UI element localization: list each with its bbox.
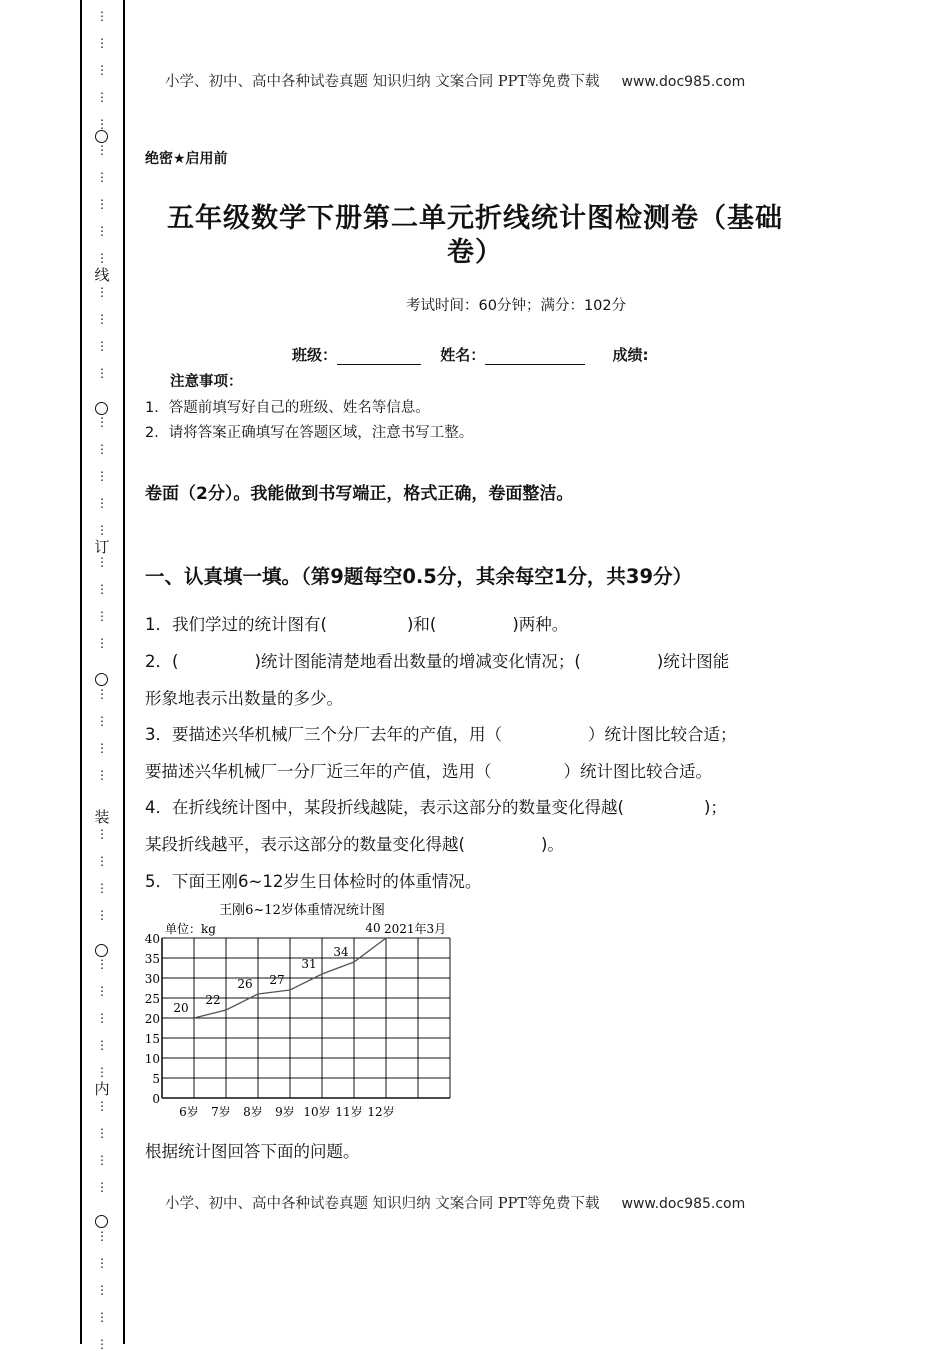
chart-y-ticks (145, 932, 160, 1106)
binding-dots: ⋮ (96, 741, 108, 755)
y-tick-label: 35 (144, 952, 160, 966)
q1-text-c: )两种。 (512, 615, 569, 634)
binding-dots: ⋮ (96, 366, 108, 380)
binding-dots: ⋮ (96, 170, 108, 184)
binding-char: 内 (94, 1080, 110, 1098)
binding-dots: ⋮ (96, 523, 108, 537)
page-footer (165, 1192, 745, 1213)
binding-dots: ⋮ (96, 90, 108, 104)
name-field[interactable] (485, 347, 585, 365)
binding-dots: ⋮ (96, 251, 108, 265)
chart-date-label: 2021年3月 (384, 922, 447, 936)
binding-dots: ⋮ (96, 285, 108, 299)
binding-dots: ⋮ (96, 1310, 108, 1324)
binding-dots: ⋮ (96, 1229, 108, 1243)
binding-dots: ⋮ (96, 1153, 108, 1167)
y-tick-label: 10 (144, 1052, 160, 1066)
after-chart-text: 根据统计图回答下面的问题。 (145, 1142, 360, 1161)
q3-text-c: 要描述兴华机械厂一分厂近三年的产值，选用（ (145, 762, 492, 781)
binding-dots: ⋮ (96, 881, 108, 895)
score-label: 成绩: (612, 346, 649, 364)
binding-char: 装 (94, 808, 110, 826)
chart-unit-label: 单位：kg (165, 922, 216, 936)
q4-text-c: 某段折线越平，表示这部分的数量变化得越( (145, 835, 465, 854)
binding-dots: ⋮ (96, 957, 108, 971)
binding-dots: ⋮ (96, 714, 108, 728)
page-header (165, 70, 745, 91)
class-label: 班级： (292, 346, 338, 364)
binding-dots: ⋮ (96, 36, 108, 50)
note-item: 1．答题前填写好自己的班级、姓名等信息。 (145, 400, 430, 416)
binding-dots: ⋮ (96, 1337, 108, 1351)
binding-dots: ⋮ (96, 469, 108, 483)
chart-x-ticks (179, 1104, 394, 1119)
x-tick-label: 6岁 (179, 1105, 199, 1119)
class-field[interactable] (337, 347, 421, 365)
y-tick-label: 40 (144, 932, 160, 946)
binding-dots: ⋮ (96, 984, 108, 998)
y-tick-label: 20 (144, 1012, 160, 1026)
binding-dots: ⋮ (96, 1038, 108, 1052)
section-title: 一、认真填一填。（第9题每空0.5分，其余每空1分，共39分） (145, 565, 693, 588)
data-label: 20 (173, 1001, 189, 1015)
question-1 (145, 611, 568, 635)
binding-dots: ⋮ (96, 636, 108, 650)
y-tick-label: 15 (144, 1032, 160, 1046)
binding-circle (95, 944, 108, 957)
binding-dots: ⋮ (96, 908, 108, 922)
question-3 (145, 721, 737, 745)
q4-text-d: )。 (540, 835, 564, 854)
q2-line-2: 形象地表示出数量的多少。 (145, 689, 343, 708)
binding-dots: ⋮ (96, 768, 108, 782)
header-site: www.doc985.com (621, 74, 746, 90)
data-label: 26 (237, 977, 253, 991)
binding-char: 订 (94, 538, 110, 556)
binding-dots: ⋮ (96, 854, 108, 868)
q3-text-d: ）统计图比较合适。 (563, 762, 712, 781)
x-tick-label: 8岁 (243, 1105, 263, 1119)
data-label: 27 (269, 973, 285, 987)
binding-dots: ⋮ (96, 555, 108, 569)
note-item: 2．请将答案正确填写在答题区域，注意书写工整。 (145, 425, 474, 441)
q1-text-a: 1．我们学过的统计图有( (145, 615, 327, 634)
x-tick-label: 10岁 (303, 1105, 331, 1119)
binding-dots: ⋮ (96, 687, 108, 701)
neatness-statement: 卷面（2分）。我能做到书写端正，格式正确，卷面整洁。 (145, 484, 574, 504)
binding-dots: ⋮ (96, 827, 108, 841)
binding-dots: ⋮ (96, 117, 108, 131)
q2-text-c: )统计图能 (656, 652, 730, 671)
binding-dots: ⋮ (96, 143, 108, 157)
y-tick-label: 5 (152, 1072, 160, 1086)
footer-site: www.doc985.com (621, 1196, 746, 1212)
binding-dots: ⋮ (96, 63, 108, 77)
binding-dots: ⋮ (96, 1011, 108, 1025)
q4-text-b: )； (703, 798, 727, 817)
binding-dots: ⋮ (96, 312, 108, 326)
binding-dots: ⋮ (96, 197, 108, 211)
x-tick-label: 9岁 (275, 1105, 295, 1119)
binding-circle (95, 130, 108, 143)
chart-title: 王刚6~12岁体重情况统计图 (219, 903, 385, 918)
q2-text-b: )统计图能清楚地看出数量的增减变化情况；( (254, 652, 581, 671)
binding-dots: ⋮ (96, 1283, 108, 1297)
q4-text-a: 4．在折线统计图中，某段折线越陡，表示这部分的数量变化得越( (145, 798, 624, 817)
binding-dots: ⋮ (96, 9, 108, 23)
title-line-1: 五年级数学下册第二单元折线统计图检测卷（基础 (167, 203, 783, 234)
footer-text: 小学、初中、高中各种试卷真题 知识归纳 文案合同 PPT等免费下载 (165, 1196, 600, 1212)
binding-dots: ⋮ (96, 582, 108, 596)
info-fields (292, 344, 649, 365)
x-tick-label: 11岁 (335, 1105, 363, 1119)
exam-info: 考试时间：60分钟；满分：102分 (406, 298, 627, 314)
binding-dots: ⋮ (96, 1256, 108, 1270)
question-4 (145, 794, 727, 818)
q3-text-a: 3．要描述兴华机械厂三个分厂去年的产值，用（ (145, 725, 502, 744)
binding-circle (95, 673, 108, 686)
x-tick-label: 7岁 (211, 1105, 231, 1119)
binding-circle (95, 402, 108, 415)
page-title (145, 202, 805, 270)
binding-dots: ⋮ (96, 609, 108, 623)
binding-dots: ⋮ (96, 224, 108, 238)
data-label: 22 (205, 993, 221, 1007)
binding-dots: ⋮ (96, 415, 108, 429)
y-tick-label: 0 (152, 1092, 160, 1106)
header-text: 小学、初中、高中各种试卷真题 知识归纳 文案合同 PPT等免费下载 (165, 74, 600, 90)
question-5: 5．下面王刚6~12岁生日体检时的体重情况。 (145, 872, 482, 891)
binding-dots: ⋮ (96, 1099, 108, 1113)
q1-text-b: )和( (406, 615, 437, 634)
binding-dots: ⋮ (96, 496, 108, 510)
x-tick-label: 12岁 (367, 1105, 395, 1119)
binding-circle (95, 1215, 108, 1228)
binding-dots: ⋮ (96, 442, 108, 456)
question-2 (145, 648, 729, 672)
y-tick-label: 30 (144, 972, 160, 986)
binding-dots: ⋮ (96, 1065, 108, 1079)
secret-mark: 绝密★启用前 (145, 151, 228, 167)
q2-text-a: 2．( (145, 652, 179, 671)
weight-line-chart (140, 898, 460, 1120)
q4-line-2 (145, 831, 564, 855)
data-label: 31 (301, 957, 317, 971)
data-label: 34 (333, 945, 349, 959)
binding-dots: ⋮ (96, 1126, 108, 1140)
q3-line-2 (145, 758, 712, 782)
data-label: 40 (365, 921, 381, 935)
title-line-2: 卷） (447, 237, 503, 268)
binding-dots: ⋮ (96, 339, 108, 353)
name-label: 姓名： (440, 346, 486, 364)
binding-dots: ⋮ (96, 1180, 108, 1194)
binding-char: 线 (94, 266, 110, 284)
q3-text-b: ）统计图比较合适； (588, 725, 737, 744)
notes-title: 注意事项： (170, 374, 243, 390)
y-tick-label: 25 (144, 992, 160, 1006)
